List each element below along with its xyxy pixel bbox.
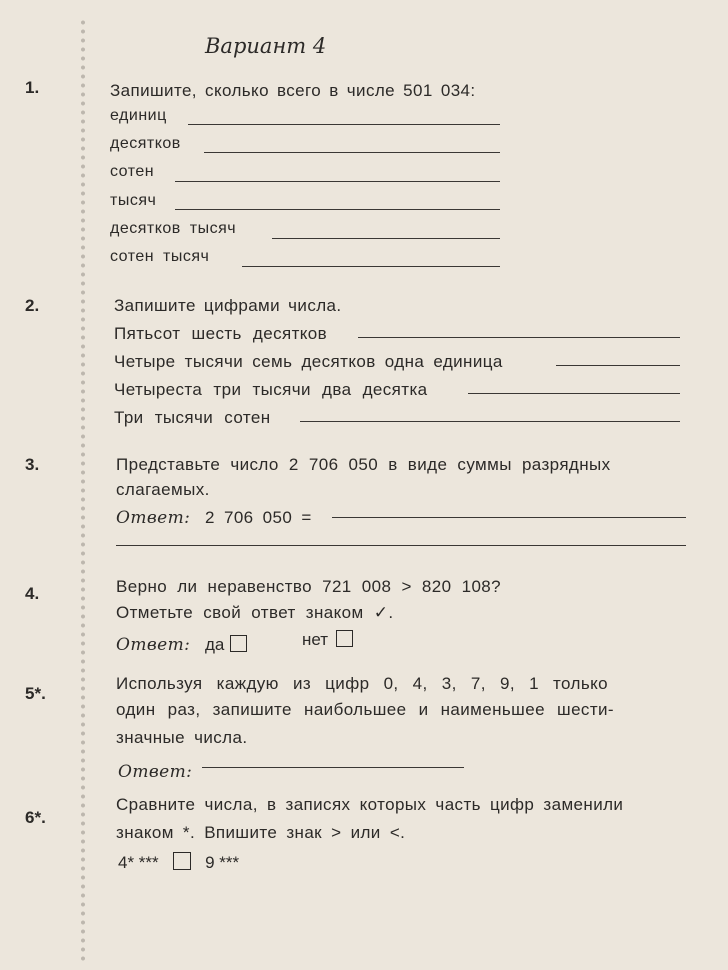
task1-item-hundred-thousands: сотен тысяч — [110, 248, 210, 265]
task6-number: 6*. — [25, 808, 46, 827]
task4-no-label: нет — [302, 630, 329, 649]
task3-answer-expr: 2 706 050 = — [205, 508, 312, 527]
task1-number: 1. — [25, 78, 40, 97]
task4-no-checkbox[interactable] — [336, 630, 353, 647]
task1-answer-thousands[interactable] — [175, 209, 500, 210]
task2-item-3: Четыреста три тысячи два десятка — [114, 380, 428, 399]
task1-answer-units[interactable] — [188, 124, 500, 125]
task4-answer-label: Ответ: — [116, 635, 191, 655]
task2-item-4: Три тысячи сотен — [114, 408, 271, 427]
task1-item-hundreds: сотен — [110, 163, 155, 180]
task5-answer-label: Ответ: — [118, 762, 193, 782]
task5-prompt-line2: один раз, запишите наибольшее и наименьшее шести- — [116, 700, 614, 719]
task6-prompt-line2: знаком *. Впишите знак > или <. — [116, 823, 406, 842]
task5-prompt-line3: значные числа. — [116, 728, 248, 747]
task1-answer-ten-thousands[interactable] — [272, 238, 500, 239]
task4-option-no[interactable] — [302, 630, 353, 650]
task3-number: 3. — [25, 455, 40, 474]
task3-answer-line-1[interactable] — [332, 517, 686, 518]
task1-item-thousands: тысяч — [110, 192, 157, 209]
task1-item-ten-thousands: десятков тысяч — [110, 220, 237, 237]
task2-answer-4[interactable] — [300, 421, 680, 422]
task2-answer-1[interactable] — [358, 337, 680, 338]
task1-answer-hundred-thousands[interactable] — [242, 266, 500, 267]
task3-answer-line-2[interactable] — [116, 545, 686, 546]
task3-prompt-line2: слагаемых. — [116, 480, 210, 499]
task1-item-tens: десятков — [110, 135, 181, 152]
task1-prompt: Запишите, сколько всего в числе 501 034: — [110, 81, 476, 100]
task1-answer-hundreds[interactable] — [175, 181, 500, 182]
task5-number: 5*. — [25, 684, 46, 703]
task4-yes-label: да — [205, 635, 225, 654]
task4-yes-checkbox[interactable] — [230, 635, 247, 652]
task6-sign-box[interactable] — [173, 852, 191, 870]
task1-item-units: единиц — [110, 107, 167, 124]
task4-prompt-line1: Верно ли неравенство 721 008 > 820 108? — [116, 577, 502, 596]
task6-right-number: 9 *** — [205, 853, 240, 872]
task1-answer-tens[interactable] — [204, 152, 500, 153]
task3-answer-label: Ответ: — [116, 508, 191, 528]
task5-answer-line[interactable] — [202, 767, 464, 768]
task2-prompt: Запишите цифрами числа. — [114, 296, 342, 315]
task4-prompt-line2: Отметьте свой ответ знаком ✓. — [116, 603, 394, 622]
task2-item-1: Пятьсот шесть десятков — [114, 324, 328, 343]
task2-answer-2[interactable] — [556, 365, 680, 366]
task5-prompt-line1: Используя каждую из цифр 0, 4, 3, 7, 9, 1 только — [116, 674, 608, 693]
task4-option-yes[interactable] — [205, 635, 247, 655]
task6-comparison — [118, 852, 239, 873]
task6-left-number: 4* *** — [118, 853, 159, 872]
task3-prompt-line1: Представьте число 2 706 050 в виде суммы разрядных — [116, 455, 611, 474]
task2-answer-3[interactable] — [468, 393, 680, 394]
perforation-dots — [80, 18, 86, 963]
task2-item-2: Четыре тысячи семь десятков одна единица — [114, 352, 503, 371]
variant-title: Вариант 4 — [205, 34, 327, 58]
task2-number: 2. — [25, 296, 40, 315]
task4-number: 4. — [25, 584, 40, 603]
task6-prompt-line1: Сравните числа, в записях которых часть цифр заменили — [116, 795, 624, 814]
